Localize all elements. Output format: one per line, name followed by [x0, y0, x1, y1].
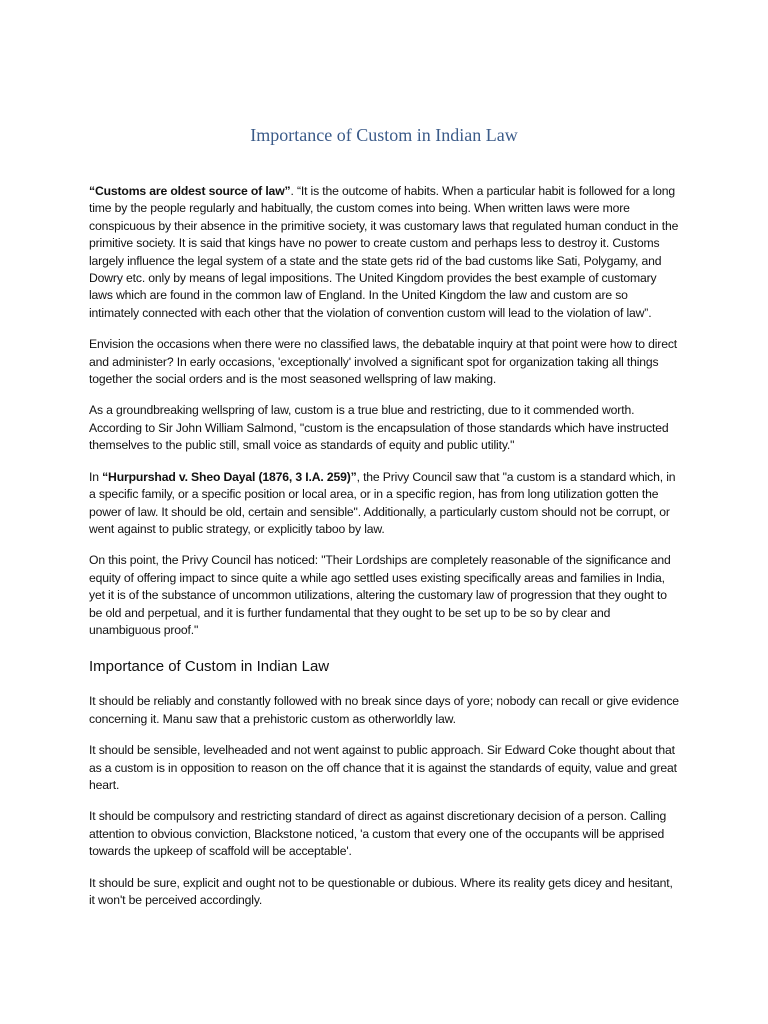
paragraph-section-2: It should be sensible, levelheaded and not went against to public approach. Sir Edward Coke thought about that as a custom is in opposition to reason on the off chance that it is against the standards of equity, value and great heart. — [89, 743, 677, 792]
paragraph-text: Envision the occasions when there were no classified laws, the debatable inquiry at that point were how to direct and administer? In early occasions, 'exceptionally' involved a significant spot for organization taking all things together the social orders and is the most seasoned wellspring of law making. — [89, 337, 678, 387]
paragraph-text: On this point, the Privy Council has noticed: "Their Lordships are completely reasonable of the significance and equity of offering impact to since quite a while ago settled uses existing specifically areas and families in India, yet it is of the substance of uncommon utilizations, altering the customary law of progression that they ought to be old and perpetual, and it is further fundamental that they ought to be set up to be so by clear and unambiguous proof." — [89, 553, 671, 637]
paragraph-prefix: In — [89, 469, 103, 484]
document-content — [89, 124, 679, 923]
paragraph-hurpurshad — [89, 469, 679, 539]
paragraph-envision — [89, 336, 679, 388]
paragraph-lead-quote: “Customs are oldest source of law” — [89, 184, 291, 198]
case-citation: “Hurpurshad v. Sheo Dayal (1876, 3 I.A. 259)” — [102, 469, 357, 484]
paragraph-privy-council — [89, 552, 679, 639]
document-title: Importance of Custom in Indian Law — [250, 125, 518, 145]
paragraph-text: . “It is the outcome of habits. When a particular habit is followed for a long time by the people regularly and habitually, the custom comes into being. When written laws were more conspicuous by their absence in the primitive society, it was customary laws that regulated human conduct in the primitive society. It is said that kings have no power to create custom and perhaps less to destroy it. Customs largely influence the legal system of a state and the state gets rid of the bad customs like Sati, Polygamy, and Dowry etc. only by means of legal impositions. The United Kingdom provides the best example of customary laws which are found in the common law of England. In the United Kingdom the law and custom are so intimately connected with each other that the violation of convention custom will lead to the violation of law”. — [89, 184, 679, 320]
paragraph-section-4: It should be sure, explicit and ought not to be questionable or dubious. Where its reality gets dicey and hesitant, it won't be perceived accordingly. — [89, 875, 673, 907]
paragraph-section-1: It should be reliably and constantly followed with no break since days of yore; nobody can recall or give evidence concerning it. Manu saw that a prehistoric custom as otherworldly law. — [89, 694, 679, 726]
paragraph-text: , the Privy Council saw that "a custom is a standard which, in a specific family, or a specific position or local area, or in a specific region, has from long utilization gotten the power of law. It should be old, certain and sensible". Additionally, a particularly custom should not be corrupt, or went against to public strategy, or explicitly taboo by law. — [89, 469, 676, 536]
paragraph-customs-oldest-source — [89, 183, 679, 322]
paragraph-text: As a groundbreaking wellspring of law, custom is a true blue and restricting, due to it commended worth. According to Sir John William Salmond, "custom is the encapsulation of those standards which have instructed themselves to the public still, small voice as standards of equity and public utility." — [89, 403, 669, 453]
paragraph-salmond — [89, 402, 679, 454]
paragraph-section-3: It should be compulsory and restricting standard of direct as against discretionary decision of a person. Calling attention to obvious conviction, Blackstone noticed, 'a custom that every one of the occupants will be apprised towards the upkeep of scaffold will be acceptable'. — [89, 809, 667, 859]
section-heading: Importance of Custom in Indian Law — [89, 658, 330, 676]
